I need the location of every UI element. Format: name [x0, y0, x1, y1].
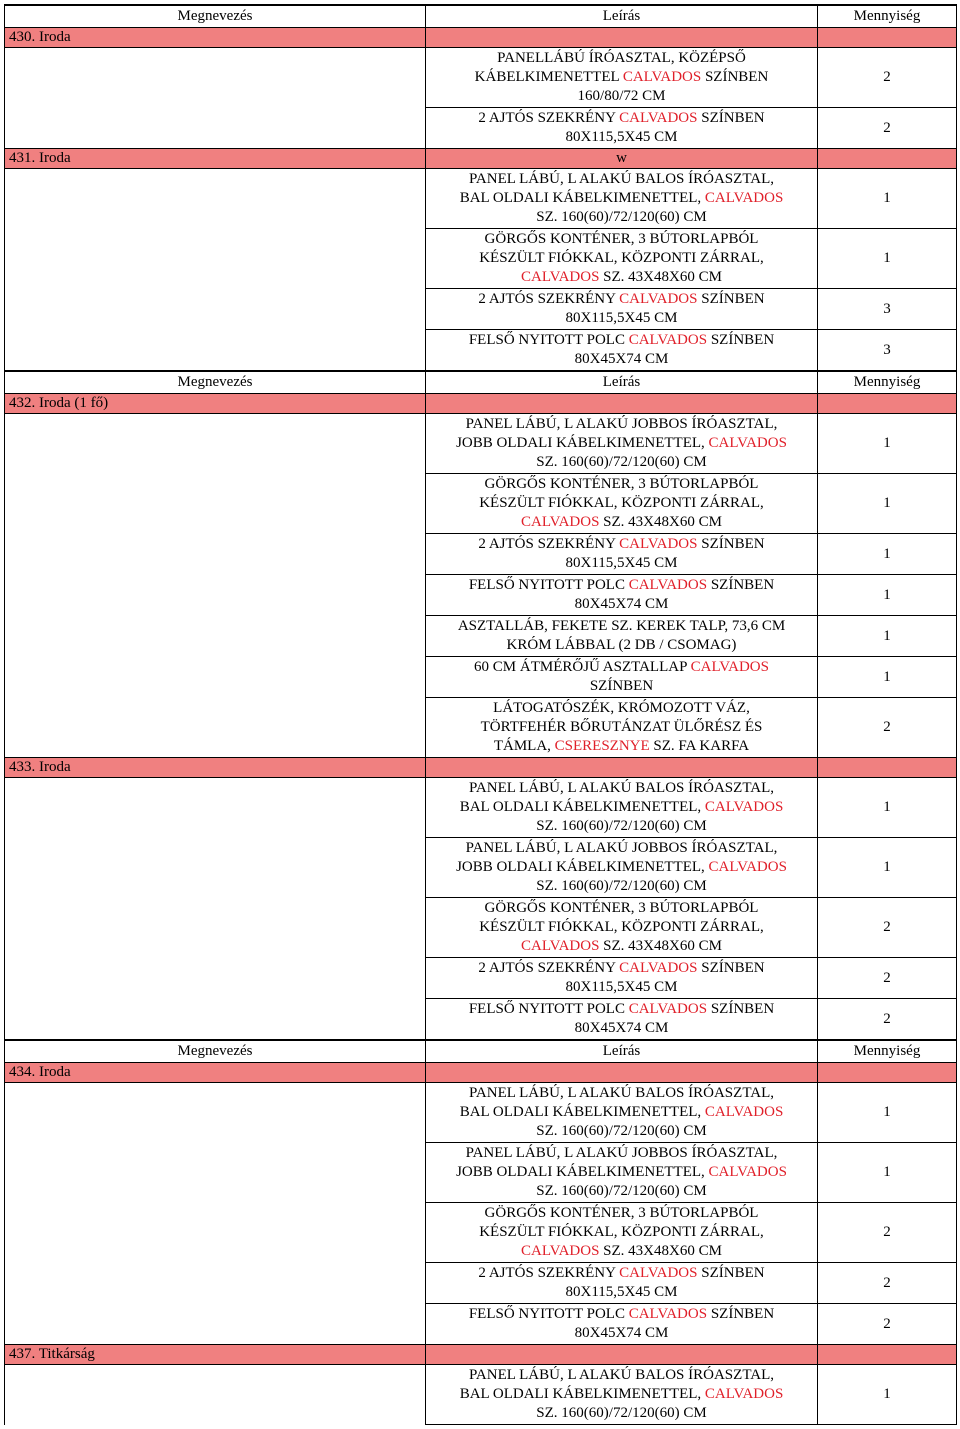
description-line	[430, 535, 813, 554]
description-line	[430, 249, 813, 268]
description-line	[430, 1242, 813, 1261]
color-name-highlight: CALVADOS	[708, 859, 787, 875]
item-name-cell	[5, 108, 426, 149]
description-text: SZ. 160(60)/72/120(60) CM	[536, 1405, 707, 1421]
item-description	[426, 898, 818, 958]
column-header-description: Leírás	[426, 5, 818, 28]
description-text: SZ. 160(60)/72/120(60) CM	[536, 1123, 707, 1139]
color-name-highlight: CALVADOS	[622, 69, 702, 85]
item-description	[426, 534, 818, 575]
description-text: 160/80/72 CM	[577, 88, 666, 104]
item-row	[5, 657, 957, 698]
column-header-row	[5, 371, 957, 394]
description-line	[430, 1283, 813, 1302]
item-quantity: 1	[818, 778, 957, 838]
color-name-highlight: CALVADOS	[619, 291, 698, 307]
description-text: SZÍNBEN	[697, 1265, 765, 1281]
item-name-cell	[5, 1365, 426, 1425]
item-name-cell	[5, 838, 426, 898]
item-name-cell	[5, 778, 426, 838]
color-name-highlight: CALVADOS	[521, 938, 600, 954]
color-name-highlight: CALVADOS	[704, 799, 784, 815]
item-quantity: 1	[818, 657, 957, 698]
description-text: KÉSZÜLT FIÓKKAL, KÖZPONTI ZÁRRAL,	[479, 250, 764, 266]
column-header-quantity: Mennyiség	[818, 5, 957, 28]
description-line	[430, 1122, 813, 1141]
item-row	[5, 898, 957, 958]
item-name-cell	[5, 169, 426, 229]
item-quantity: 1	[818, 534, 957, 575]
color-name-highlight: CALVADOS	[704, 1386, 784, 1402]
description-line	[430, 699, 813, 718]
item-name-cell	[5, 229, 426, 289]
description-line	[430, 1404, 813, 1423]
description-text: BAL OLDALI KÁBELKIMENETTEL,	[459, 799, 705, 815]
item-quantity: 1	[818, 474, 957, 534]
description-text: SZ. 160(60)/72/120(60) CM	[536, 454, 707, 470]
description-line	[430, 1144, 813, 1163]
description-text: KÉSZÜLT FIÓKKAL, KÖZPONTI ZÁRRAL,	[479, 495, 764, 511]
description-line	[430, 1000, 813, 1019]
item-name-cell	[5, 289, 426, 330]
item-row	[5, 534, 957, 575]
item-row	[5, 169, 957, 229]
item-row	[5, 958, 957, 999]
description-text: SZÍNBEN	[697, 960, 765, 976]
description-text: 2 AJTÓS SZEKRÉNY	[478, 960, 620, 976]
description-line	[430, 128, 813, 147]
description-line	[430, 268, 813, 287]
description-line	[430, 87, 813, 106]
color-name-highlight: CALVADOS	[708, 435, 787, 451]
color-name-highlight: CALVADOS	[628, 1306, 708, 1322]
description-text: TÁMLA,	[493, 738, 555, 754]
item-description	[426, 169, 818, 229]
description-text: PANEL LÁBÚ, L ALAKÚ JOBBOS ÍRÓASZTAL,	[465, 416, 778, 432]
description-text: 80X115,5X45 CM	[565, 1284, 678, 1300]
item-row	[5, 414, 957, 474]
room-label: 434. Iroda	[5, 1063, 426, 1083]
description-line	[430, 737, 813, 756]
description-line	[430, 309, 813, 328]
description-line	[430, 918, 813, 937]
color-name-highlight: CALVADOS	[704, 1104, 784, 1120]
room-row	[5, 758, 957, 778]
description-text: KÉSZÜLT FIÓKKAL, KÖZPONTI ZÁRRAL,	[479, 1224, 764, 1240]
item-description	[426, 289, 818, 330]
color-name-highlight: CALVADOS	[619, 1265, 698, 1281]
room-note	[426, 394, 818, 414]
color-name-highlight: CALVADOS	[628, 577, 708, 593]
description-text: 2 AJTÓS SZEKRÉNY	[478, 110, 620, 126]
item-quantity: 1	[818, 414, 957, 474]
description-line	[430, 453, 813, 472]
item-name-cell	[5, 1304, 426, 1345]
description-text: KÉSZÜLT FIÓKKAL, KÖZPONTI ZÁRRAL,	[479, 919, 764, 935]
item-description	[426, 657, 818, 698]
item-description	[426, 999, 818, 1041]
color-name-highlight: CALVADOS	[708, 1164, 787, 1180]
room-note	[426, 1063, 818, 1083]
room-note	[426, 758, 818, 778]
item-description	[426, 1143, 818, 1203]
description-text: PANEL LÁBÚ, L ALAKÚ BALOS ÍRÓASZTAL,	[468, 780, 775, 796]
description-line	[430, 434, 813, 453]
item-quantity: 2	[818, 48, 957, 108]
description-line	[430, 1324, 813, 1343]
item-name-cell	[5, 698, 426, 758]
room-note: w	[426, 149, 818, 169]
item-description	[426, 838, 818, 898]
item-description	[426, 330, 818, 372]
description-line	[430, 858, 813, 877]
item-quantity: 3	[818, 330, 957, 372]
item-row	[5, 1304, 957, 1345]
item-name-cell	[5, 616, 426, 657]
column-header-description: Leírás	[426, 371, 818, 394]
description-text: 2 AJTÓS SZEKRÉNY	[478, 291, 620, 307]
item-description	[426, 575, 818, 616]
description-text: FELSŐ NYITOTT POLC	[468, 332, 629, 348]
description-line	[430, 109, 813, 128]
description-text: KRÓM LÁBBAL (2 DB / CSOMAG)	[506, 637, 737, 653]
column-header-quantity: Mennyiség	[818, 1040, 957, 1063]
item-description	[426, 1203, 818, 1263]
item-row	[5, 289, 957, 330]
item-description	[426, 616, 818, 657]
description-line	[430, 718, 813, 737]
item-quantity: 2	[818, 999, 957, 1041]
item-name-cell	[5, 48, 426, 108]
description-text: 2 AJTÓS SZEKRÉNY	[478, 536, 620, 552]
room-row	[5, 1345, 957, 1365]
description-text: SZÍNBEN	[697, 536, 765, 552]
item-row	[5, 1143, 957, 1203]
column-header-name: Megnevezés	[5, 1040, 426, 1063]
color-name-highlight: CALVADOS	[690, 659, 769, 675]
description-line	[430, 1366, 813, 1385]
item-name-cell	[5, 999, 426, 1041]
item-quantity: 2	[818, 1203, 957, 1263]
description-text: 80X45X74 CM	[574, 596, 669, 612]
description-text: SZÍNBEN	[707, 332, 775, 348]
description-text: SZÍNBEN	[701, 69, 769, 85]
description-line	[430, 189, 813, 208]
room-row	[5, 1063, 957, 1083]
description-line	[430, 1385, 813, 1404]
description-text: GÖRGŐS KONTÉNER, 3 BÚTORLAPBÓL	[484, 476, 759, 492]
item-quantity: 3	[818, 289, 957, 330]
item-description	[426, 778, 818, 838]
description-text: JOBB OLDALI KÁBELKIMENETTEL,	[456, 859, 709, 875]
description-line	[430, 208, 813, 227]
room-qty-cell	[818, 758, 957, 778]
description-text: KÁBELKIMENETTEL	[474, 69, 623, 85]
item-name-cell	[5, 414, 426, 474]
item-description	[426, 1365, 818, 1425]
description-text: 80X115,5X45 CM	[565, 129, 678, 145]
room-qty-cell	[818, 1345, 957, 1365]
item-quantity: 1	[818, 1083, 957, 1143]
description-line	[430, 331, 813, 350]
item-row	[5, 616, 957, 657]
item-name-cell	[5, 534, 426, 575]
room-qty-cell	[818, 1063, 957, 1083]
item-row	[5, 1083, 957, 1143]
description-line	[430, 576, 813, 595]
description-line	[430, 350, 813, 369]
item-description	[426, 474, 818, 534]
description-line	[430, 817, 813, 836]
item-row	[5, 999, 957, 1041]
color-name-highlight: CALVADOS	[704, 190, 784, 206]
description-text: BAL OLDALI KÁBELKIMENETTEL,	[459, 1386, 705, 1402]
description-text: SZÍNBEN	[707, 577, 775, 593]
description-text: GÖRGŐS KONTÉNER, 3 BÚTORLAPBÓL	[484, 231, 759, 247]
description-line	[430, 937, 813, 956]
description-text: SZ. 160(60)/72/120(60) CM	[536, 818, 707, 834]
description-line	[430, 290, 813, 309]
column-header-name: Megnevezés	[5, 5, 426, 28]
description-line	[430, 1084, 813, 1103]
item-description	[426, 229, 818, 289]
column-header-row	[5, 5, 957, 28]
description-text: SZ. 43X48X60 CM	[599, 1243, 722, 1259]
description-line	[430, 959, 813, 978]
color-name-highlight: CSERESZNYE	[554, 738, 650, 754]
item-quantity: 1	[818, 169, 957, 229]
item-quantity: 2	[818, 958, 957, 999]
description-text: JOBB OLDALI KÁBELKIMENETTEL,	[456, 1164, 709, 1180]
item-row	[5, 229, 957, 289]
item-name-cell	[5, 575, 426, 616]
item-quantity: 2	[818, 898, 957, 958]
item-description	[426, 414, 818, 474]
description-line	[430, 494, 813, 513]
description-text: SZ. 160(60)/72/120(60) CM	[536, 209, 707, 225]
description-line	[430, 1264, 813, 1283]
description-text: LÁTOGATÓSZÉK, KRÓMOZOTT VÁZ,	[493, 700, 750, 716]
description-text: PANEL LÁBÚ, L ALAKÚ JOBBOS ÍRÓASZTAL,	[465, 1145, 778, 1161]
description-text: SZÍNBEN	[707, 1001, 775, 1017]
description-text: SZ. 160(60)/72/120(60) CM	[536, 878, 707, 894]
item-row	[5, 108, 957, 149]
item-description	[426, 958, 818, 999]
item-description	[426, 1304, 818, 1345]
column-header-description: Leírás	[426, 1040, 818, 1063]
description-line	[430, 877, 813, 896]
item-description	[426, 698, 818, 758]
description-text: FELSŐ NYITOTT POLC	[468, 1001, 629, 1017]
description-text: PANEL LÁBÚ, L ALAKÚ BALOS ÍRÓASZTAL,	[468, 171, 775, 187]
item-quantity: 2	[818, 1304, 957, 1345]
description-text: 2 AJTÓS SZEKRÉNY	[478, 1265, 620, 1281]
description-line	[430, 415, 813, 434]
description-text: SZ. 160(60)/72/120(60) CM	[536, 1183, 707, 1199]
color-name-highlight: CALVADOS	[628, 1001, 708, 1017]
item-quantity: 1	[818, 1365, 957, 1425]
description-text: 80X45X74 CM	[574, 351, 669, 367]
color-name-highlight: CALVADOS	[619, 960, 698, 976]
column-header-row	[5, 1040, 957, 1063]
description-text: SZ. 43X48X60 CM	[599, 514, 722, 530]
description-text: 80X115,5X45 CM	[565, 555, 678, 571]
room-label: 431. Iroda	[5, 149, 426, 169]
description-line	[430, 798, 813, 817]
description-text: PANEL LÁBÚ, L ALAKÚ BALOS ÍRÓASZTAL,	[468, 1367, 775, 1383]
description-text: 80X115,5X45 CM	[565, 979, 678, 995]
furniture-table-body	[5, 5, 957, 1425]
description-line	[430, 899, 813, 918]
item-description	[426, 48, 818, 108]
room-qty-cell	[818, 149, 957, 169]
item-row	[5, 778, 957, 838]
item-row	[5, 698, 957, 758]
room-label: 432. Iroda (1 fő)	[5, 394, 426, 414]
description-line	[430, 68, 813, 87]
room-label: 433. Iroda	[5, 758, 426, 778]
description-line	[430, 1019, 813, 1038]
description-line	[430, 636, 813, 655]
item-name-cell	[5, 1203, 426, 1263]
description-text: BAL OLDALI KÁBELKIMENETTEL,	[459, 190, 705, 206]
description-text: TÖRTFEHÉR BŐRUTÁNZAT ÜLŐRÉSZ ÉS	[480, 719, 763, 735]
description-line	[430, 617, 813, 636]
item-quantity: 2	[818, 698, 957, 758]
description-line	[430, 1204, 813, 1223]
item-quantity: 1	[818, 575, 957, 616]
description-text: 80X45X74 CM	[574, 1325, 669, 1341]
item-quantity: 1	[818, 1143, 957, 1203]
description-text: 80X115,5X45 CM	[565, 310, 678, 326]
color-name-highlight: CALVADOS	[628, 332, 708, 348]
description-line	[430, 475, 813, 494]
room-row	[5, 28, 957, 48]
column-header-quantity: Mennyiség	[818, 371, 957, 394]
furniture-table	[4, 4, 957, 1425]
item-row	[5, 330, 957, 372]
description-text: SZ. 43X48X60 CM	[599, 269, 722, 285]
description-text: ASZTALLÁB, FEKETE SZ. KEREK TALP, 73,6 CM	[457, 618, 786, 634]
item-row	[5, 838, 957, 898]
description-line	[430, 779, 813, 798]
description-text: PANEL LÁBÚ, L ALAKÚ BALOS ÍRÓASZTAL,	[468, 1085, 775, 1101]
item-row	[5, 1263, 957, 1304]
item-name-cell	[5, 474, 426, 534]
item-row	[5, 1365, 957, 1425]
item-description	[426, 1083, 818, 1143]
room-label: 430. Iroda	[5, 28, 426, 48]
item-row	[5, 1203, 957, 1263]
item-name-cell	[5, 1143, 426, 1203]
description-text: SZÍNBEN	[589, 678, 654, 694]
description-text: SZÍNBEN	[697, 110, 765, 126]
item-quantity: 1	[818, 838, 957, 898]
item-name-cell	[5, 657, 426, 698]
item-name-cell	[5, 958, 426, 999]
description-text: SZ. FA KARFA	[649, 738, 750, 754]
column-header-name: Megnevezés	[5, 371, 426, 394]
description-text: SZÍNBEN	[697, 291, 765, 307]
room-qty-cell	[818, 28, 957, 48]
room-qty-cell	[818, 394, 957, 414]
item-name-cell	[5, 1083, 426, 1143]
description-text: FELSŐ NYITOTT POLC	[468, 577, 629, 593]
furniture-list-sheet	[4, 4, 956, 1425]
description-line	[430, 1305, 813, 1324]
description-line	[430, 595, 813, 614]
description-text: FELSŐ NYITOTT POLC	[468, 1306, 629, 1322]
description-line	[430, 677, 813, 696]
item-name-cell	[5, 1263, 426, 1304]
description-line	[430, 554, 813, 573]
color-name-highlight: CALVADOS	[619, 110, 698, 126]
item-name-cell	[5, 898, 426, 958]
description-text: SZÍNBEN	[707, 1306, 775, 1322]
description-line	[430, 839, 813, 858]
description-line	[430, 978, 813, 997]
item-quantity: 2	[818, 108, 957, 149]
description-text: GÖRGŐS KONTÉNER, 3 BÚTORLAPBÓL	[484, 1205, 759, 1221]
room-row	[5, 394, 957, 414]
item-row	[5, 48, 957, 108]
description-line	[430, 1163, 813, 1182]
description-line	[430, 170, 813, 189]
item-row	[5, 575, 957, 616]
color-name-highlight: CALVADOS	[521, 514, 600, 530]
description-text: JOBB OLDALI KÁBELKIMENETTEL,	[456, 435, 709, 451]
description-line	[430, 1103, 813, 1122]
item-row	[5, 474, 957, 534]
room-note	[426, 1345, 818, 1365]
description-text: BAL OLDALI KÁBELKIMENETTEL,	[459, 1104, 705, 1120]
description-text: GÖRGŐS KONTÉNER, 3 BÚTORLAPBÓL	[484, 900, 759, 916]
item-description	[426, 1263, 818, 1304]
item-quantity: 1	[818, 229, 957, 289]
description-line	[430, 49, 813, 68]
description-text: SZ. 43X48X60 CM	[599, 938, 722, 954]
description-text: 80X45X74 CM	[574, 1020, 669, 1036]
description-text: PANEL LÁBÚ, L ALAKÚ JOBBOS ÍRÓASZTAL,	[465, 840, 778, 856]
color-name-highlight: CALVADOS	[521, 1243, 600, 1259]
item-name-cell	[5, 330, 426, 372]
item-quantity: 2	[818, 1263, 957, 1304]
room-row	[5, 149, 957, 169]
description-line	[430, 230, 813, 249]
description-text: PANELLÁBÚ ÍRÓASZTAL, KÖZÉPSŐ	[497, 50, 746, 66]
description-text: 60 CM ÁTMÉRŐJŰ ASZTALLAP	[474, 659, 691, 675]
item-quantity: 1	[818, 616, 957, 657]
description-line	[430, 513, 813, 532]
color-name-highlight: CALVADOS	[619, 536, 698, 552]
item-description	[426, 108, 818, 149]
room-label: 437. Titkárság	[5, 1345, 426, 1365]
description-line	[430, 1182, 813, 1201]
description-line	[430, 1223, 813, 1242]
description-line	[430, 658, 813, 677]
color-name-highlight: CALVADOS	[521, 269, 600, 285]
room-note	[426, 28, 818, 48]
